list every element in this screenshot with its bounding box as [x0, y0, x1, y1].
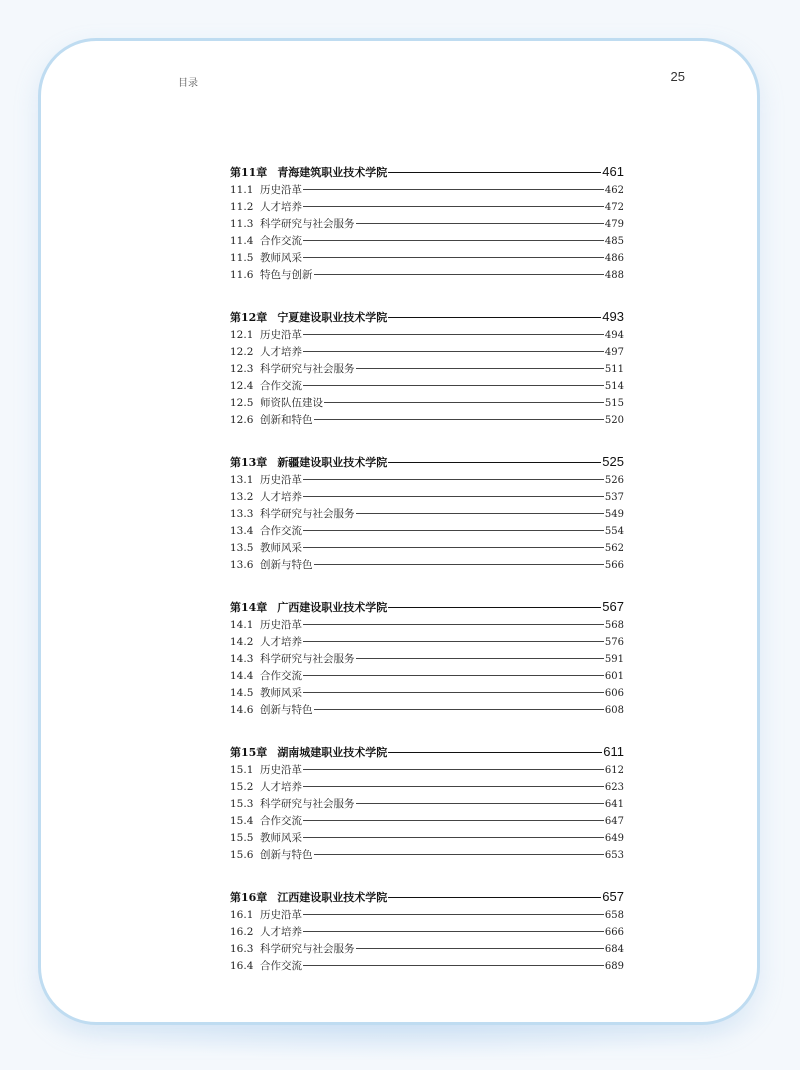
- section-title: 科学研究与社会服务: [260, 942, 355, 955]
- section-number: 15.5: [230, 831, 254, 844]
- chapter-page: 461: [602, 164, 624, 179]
- leader-line: [356, 223, 604, 224]
- section-number: 12.3: [230, 362, 254, 375]
- section-title: 合作交流: [260, 379, 302, 392]
- section-page: 488: [604, 269, 624, 281]
- toc-entry[interactable]: [230, 634, 624, 651]
- page-number: 25: [670, 69, 685, 84]
- section-title: 合作交流: [260, 234, 302, 247]
- section-page: 554: [604, 525, 624, 537]
- leader-line: [356, 513, 604, 514]
- chapter-label: 第15章: [230, 746, 268, 759]
- section-title: 科学研究与社会服务: [260, 652, 355, 665]
- section-title: 人才培养: [260, 925, 302, 938]
- section-page: 641: [604, 798, 624, 810]
- toc-entry[interactable]: [230, 361, 624, 378]
- chapter-title: 江西建设职业技术学院: [277, 891, 388, 904]
- section-number: 12.5: [230, 396, 254, 409]
- section-number: 14.1: [230, 618, 254, 631]
- chapter-heading[interactable]: [230, 599, 624, 617]
- section-page: 666: [604, 926, 624, 938]
- leader-line: [303, 530, 604, 531]
- chapter-page: 657: [602, 889, 624, 904]
- section-number: 15.2: [230, 780, 254, 793]
- chapter-title: 青海建筑职业技术学院: [277, 166, 388, 179]
- toc-entry[interactable]: [230, 182, 624, 199]
- toc-entry[interactable]: [230, 651, 624, 668]
- section-title: 创新与特色: [260, 703, 313, 716]
- chapter-heading[interactable]: [230, 744, 624, 762]
- section-title: 人才培养: [260, 345, 302, 358]
- section-number: 16.4: [230, 959, 254, 972]
- toc-entry[interactable]: [230, 685, 624, 702]
- section-page: 658: [604, 909, 624, 921]
- toc-entry[interactable]: [230, 489, 624, 506]
- section-title: 教师风采: [260, 251, 302, 264]
- leader-line: [303, 547, 604, 548]
- section-title: 特色与创新: [260, 268, 313, 281]
- section-title: 人才培养: [260, 200, 302, 213]
- section-number: 15.6: [230, 848, 254, 861]
- chapter-title: 湖南城建职业技术学院: [277, 746, 388, 759]
- section-number: 11.6: [230, 268, 254, 281]
- section-page: 612: [604, 764, 624, 776]
- section-number: 11.5: [230, 251, 254, 264]
- chapter-page: 567: [602, 599, 624, 614]
- section-page: 591: [604, 653, 624, 665]
- chapter-label: 第12章: [230, 311, 268, 324]
- section-number: 13.5: [230, 541, 254, 554]
- toc-entry[interactable]: [230, 830, 624, 847]
- section-page: 520: [604, 414, 624, 426]
- toc-entry[interactable]: [230, 472, 624, 489]
- section-title: 历史沿革: [260, 328, 302, 341]
- toc-entry[interactable]: [230, 523, 624, 540]
- section-title: 科学研究与社会服务: [260, 362, 355, 375]
- section-title: 人才培养: [260, 780, 302, 793]
- leader-line: [303, 914, 604, 915]
- toc-entry[interactable]: [230, 702, 624, 719]
- section-title: 师资队伍建设: [260, 396, 323, 409]
- toc-chapter: [230, 889, 624, 975]
- toc-entry[interactable]: [230, 378, 624, 395]
- section-title: 合作交流: [260, 524, 302, 537]
- section-title: 科学研究与社会服务: [260, 507, 355, 520]
- section-number: 12.6: [230, 413, 254, 426]
- toc-chapter: [230, 599, 624, 719]
- chapter-label: 第14章: [230, 601, 268, 614]
- section-page: 479: [604, 218, 624, 230]
- leader-line: [303, 820, 604, 821]
- leader-line: [356, 948, 604, 949]
- leader-line: [303, 479, 604, 480]
- toc-entry[interactable]: [230, 557, 624, 574]
- leader-line: [388, 172, 601, 173]
- section-page: 649: [604, 832, 624, 844]
- section-number: 13.1: [230, 473, 254, 486]
- leader-line: [303, 965, 604, 966]
- section-page: 462: [604, 184, 624, 196]
- leader-line: [303, 692, 604, 693]
- section-page: 647: [604, 815, 624, 827]
- leader-line: [303, 257, 604, 258]
- chapter-label: 第13章: [230, 456, 268, 469]
- toc-entry[interactable]: [230, 958, 624, 975]
- chapter-title: 宁夏建设职业技术学院: [277, 311, 388, 324]
- section-page: 568: [604, 619, 624, 631]
- section-number: 14.3: [230, 652, 254, 665]
- section-title: 历史沿革: [260, 763, 302, 776]
- chapter-heading[interactable]: [230, 309, 624, 327]
- chapter-heading[interactable]: [230, 164, 624, 182]
- leader-line: [303, 675, 604, 676]
- toc-entry[interactable]: [230, 924, 624, 941]
- section-title: 合作交流: [260, 959, 302, 972]
- section-title: 历史沿革: [260, 183, 302, 196]
- section-number: 14.4: [230, 669, 254, 682]
- toc-entry[interactable]: [230, 216, 624, 233]
- section-page: 472: [604, 201, 624, 213]
- toc-entry[interactable]: [230, 847, 624, 864]
- section-number: 16.2: [230, 925, 254, 938]
- leader-line: [303, 837, 604, 838]
- section-title: 人才培养: [260, 490, 302, 503]
- section-title: 创新与特色: [260, 558, 313, 571]
- chapter-heading[interactable]: [230, 454, 624, 472]
- document-page: [38, 38, 760, 1025]
- section-page: 537: [604, 491, 624, 503]
- chapter-page: 611: [603, 744, 624, 759]
- section-page: 689: [604, 960, 624, 972]
- section-page: 562: [604, 542, 624, 554]
- section-number: 12.1: [230, 328, 254, 341]
- chapter-page: 525: [602, 454, 624, 469]
- leader-line: [303, 334, 604, 335]
- toc-entry[interactable]: [230, 250, 624, 267]
- chapter-title: 新疆建设职业技术学院: [277, 456, 388, 469]
- section-title: 人才培养: [260, 635, 302, 648]
- running-head: 目录: [178, 78, 198, 89]
- section-page: 606: [604, 687, 624, 699]
- section-number: 15.1: [230, 763, 254, 776]
- section-page: 526: [604, 474, 624, 486]
- section-number: 15.3: [230, 797, 254, 810]
- section-title: 创新和特色: [260, 413, 313, 426]
- section-page: 494: [604, 329, 624, 341]
- section-title: 历史沿革: [260, 473, 302, 486]
- section-page: 486: [604, 252, 624, 264]
- section-title: 科学研究与社会服务: [260, 797, 355, 810]
- leader-line: [303, 206, 604, 207]
- leader-line: [303, 624, 604, 625]
- section-title: 合作交流: [260, 814, 302, 827]
- section-page: 497: [604, 346, 624, 358]
- section-title: 科学研究与社会服务: [260, 217, 355, 230]
- toc-entry[interactable]: [230, 668, 624, 685]
- leader-line: [356, 658, 604, 659]
- section-page: 515: [604, 397, 624, 409]
- leader-line: [303, 189, 604, 190]
- section-number: 14.5: [230, 686, 254, 699]
- section-number: 11.1: [230, 183, 254, 196]
- leader-line: [303, 786, 604, 787]
- toc-entry[interactable]: [230, 617, 624, 634]
- section-page: 511: [604, 363, 624, 375]
- section-number: 13.6: [230, 558, 254, 571]
- section-number: 12.4: [230, 379, 254, 392]
- section-title: 创新与特色: [260, 848, 313, 861]
- toc-entry[interactable]: [230, 907, 624, 924]
- toc-entry[interactable]: [230, 779, 624, 796]
- toc-chapter: [230, 454, 624, 574]
- leader-line: [303, 385, 604, 386]
- section-title: 历史沿革: [260, 618, 302, 631]
- toc-entry[interactable]: [230, 199, 624, 216]
- section-number: 13.4: [230, 524, 254, 537]
- leader-line: [303, 931, 604, 932]
- section-title: 教师风采: [260, 541, 302, 554]
- section-number: 11.3: [230, 217, 254, 230]
- section-page: 576: [604, 636, 624, 648]
- toc-chapter: [230, 309, 624, 429]
- section-page: 608: [604, 704, 624, 716]
- leader-line: [303, 496, 604, 497]
- leader-line: [314, 274, 604, 275]
- leader-line: [314, 419, 604, 420]
- toc-entry[interactable]: [230, 796, 624, 813]
- section-page: 566: [604, 559, 624, 571]
- leader-line: [314, 564, 604, 565]
- section-number: 12.2: [230, 345, 254, 358]
- leader-line: [388, 897, 601, 898]
- toc-entry[interactable]: [230, 813, 624, 830]
- leader-line: [388, 752, 602, 753]
- leader-line: [303, 351, 604, 352]
- section-page: 653: [604, 849, 624, 861]
- section-title: 教师风采: [260, 686, 302, 699]
- toc-entry[interactable]: [230, 762, 624, 779]
- chapter-label: 第16章: [230, 891, 268, 904]
- section-title: 教师风采: [260, 831, 302, 844]
- section-number: 16.1: [230, 908, 254, 921]
- section-number: 13.2: [230, 490, 254, 503]
- toc-chapter: [230, 744, 624, 864]
- leader-line: [356, 368, 604, 369]
- section-number: 14.6: [230, 703, 254, 716]
- chapter-heading[interactable]: [230, 889, 624, 907]
- toc-entry[interactable]: [230, 506, 624, 523]
- toc-entry[interactable]: [230, 344, 624, 361]
- chapter-title: 广西建设职业技术学院: [277, 601, 388, 614]
- leader-line: [388, 462, 601, 463]
- leader-line: [356, 803, 604, 804]
- chapter-label: 第11章: [230, 166, 268, 179]
- section-number: 11.4: [230, 234, 254, 247]
- toc-entry[interactable]: [230, 540, 624, 557]
- toc-entry[interactable]: [230, 412, 624, 429]
- section-number: 14.2: [230, 635, 254, 648]
- leader-line: [388, 607, 601, 608]
- table-of-contents: [230, 164, 624, 1000]
- section-page: 684: [604, 943, 624, 955]
- section-number: 13.3: [230, 507, 254, 520]
- section-page: 601: [604, 670, 624, 682]
- toc-entry[interactable]: [230, 327, 624, 344]
- toc-entry[interactable]: [230, 233, 624, 250]
- leader-line: [303, 769, 604, 770]
- leader-line: [314, 854, 604, 855]
- section-page: 549: [604, 508, 624, 520]
- leader-line: [388, 317, 601, 318]
- toc-chapter: [230, 164, 624, 284]
- section-page: 623: [604, 781, 624, 793]
- toc-entry[interactable]: [230, 267, 624, 284]
- section-title: 合作交流: [260, 669, 302, 682]
- leader-line: [314, 709, 604, 710]
- chapter-page: 493: [602, 309, 624, 324]
- section-number: 16.3: [230, 942, 254, 955]
- leader-line: [303, 641, 604, 642]
- toc-entry[interactable]: [230, 941, 624, 958]
- section-number: 15.4: [230, 814, 254, 827]
- leader-line: [303, 240, 604, 241]
- section-page: 514: [604, 380, 624, 392]
- toc-entry[interactable]: [230, 395, 624, 412]
- leader-line: [324, 402, 604, 403]
- section-page: 485: [604, 235, 624, 247]
- section-number: 11.2: [230, 200, 254, 213]
- section-title: 历史沿革: [260, 908, 302, 921]
